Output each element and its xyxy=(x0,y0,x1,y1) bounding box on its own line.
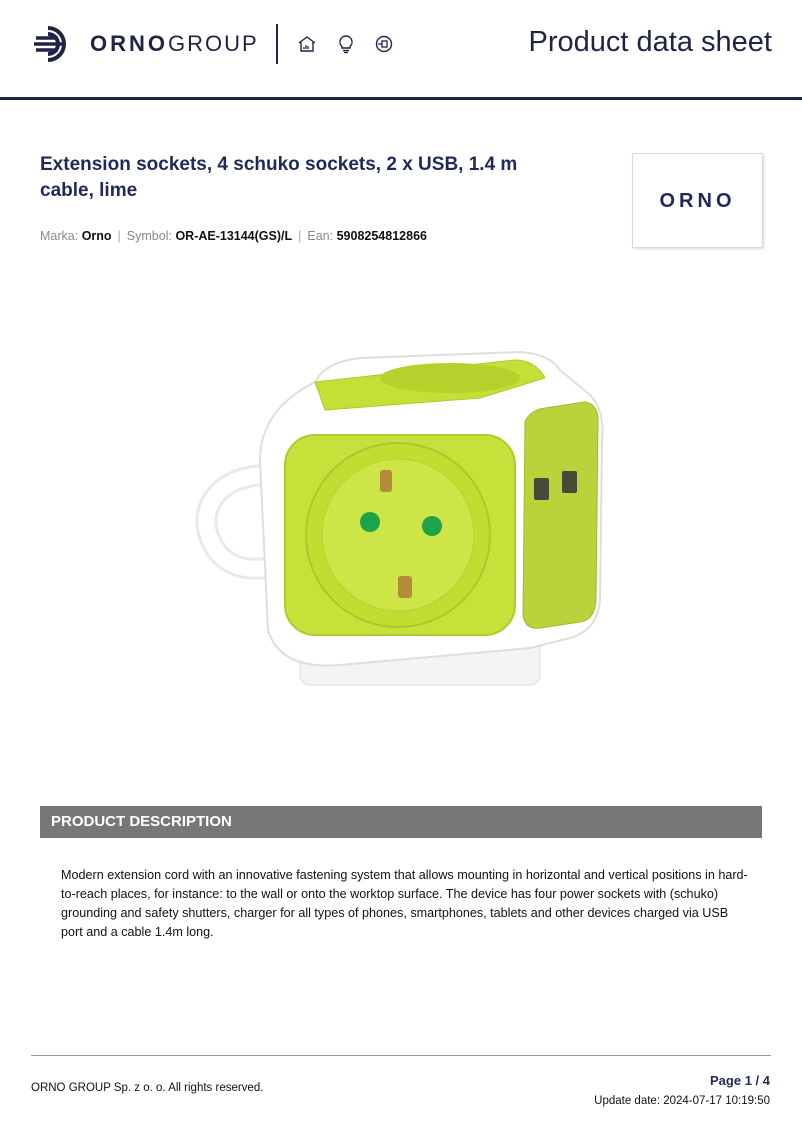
brand-logo-text: ORNO xyxy=(659,190,736,212)
orno-logo-icon xyxy=(34,24,76,64)
footer-copyright: ORNO GROUP Sp. z o. o. All rights reserved. xyxy=(31,1082,264,1094)
ean-value: 5908254812866 xyxy=(336,229,427,243)
brand-value: Orno xyxy=(81,229,112,243)
symbol-label: Symbol: xyxy=(126,229,172,243)
document-title: Product data sheet xyxy=(528,26,772,58)
page-number: Page 1 / 4 xyxy=(710,1073,770,1088)
lightbulb-icon xyxy=(336,34,356,54)
header-rule xyxy=(0,97,802,100)
ean-label: Ean: xyxy=(307,229,334,243)
brand-logo-box xyxy=(632,153,763,248)
symbol-value: OR-AE-13144(GS)/L xyxy=(175,229,293,243)
brand-name-bold: ORNO xyxy=(90,31,168,56)
brand-name xyxy=(90,31,259,57)
energy-plug-icon xyxy=(374,34,394,54)
meta-separator: | xyxy=(298,229,302,243)
brand-label: Marka: xyxy=(40,229,79,243)
footer-rule xyxy=(31,1055,771,1056)
meta-separator: | xyxy=(117,229,121,243)
smart-home-icon xyxy=(297,34,317,54)
update-date: Update date: 2024-07-17 10:19:50 xyxy=(594,1095,770,1107)
section-title: PRODUCT DESCRIPTION xyxy=(51,813,232,830)
product-title: Extension sockets, 4 schuko sockets, 2 x USB, 1.4 m cable, lime xyxy=(40,154,518,201)
product-image xyxy=(150,270,650,765)
product-description-text: Modern extension cord with an innovative fastening system that allows mounting in horizontal and vertical positions in hard-to-reach places, for instance: to the wall or onto the worktop surface. The device has four power sockets with (schuko) grounding and safety shutters, charger for all types of phones, smartphones, tablets and other devices charged via USB port and a cable 1.4m long. xyxy=(61,868,748,939)
product-description-header xyxy=(40,806,762,838)
page-header xyxy=(0,0,802,100)
product-meta xyxy=(40,229,427,243)
brand-name-light: GROUP xyxy=(168,31,259,56)
header-divider xyxy=(276,24,278,64)
